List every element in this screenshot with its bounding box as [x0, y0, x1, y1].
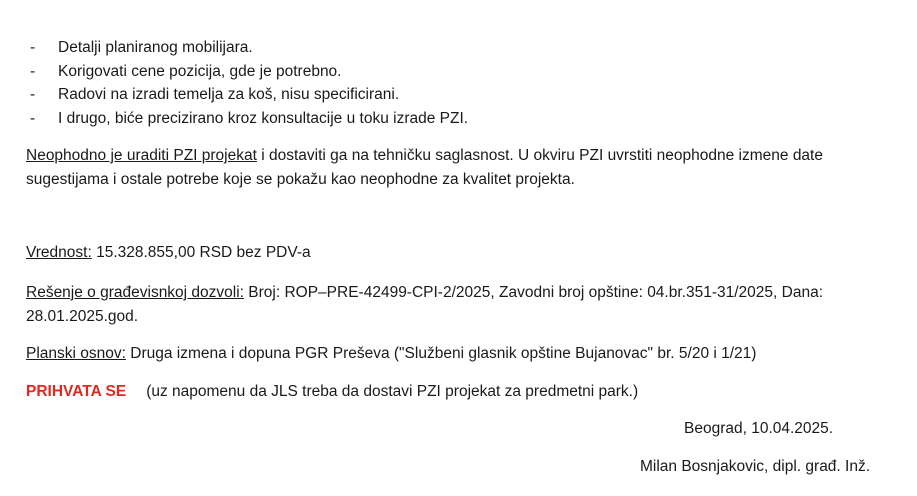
- list-item-text: Korigovati cene pozicija, gde je potrebno.: [58, 62, 342, 80]
- list-item-text: Detalji planiranog mobilijara.: [58, 39, 253, 56]
- list-item: [30, 60, 468, 84]
- list-item-text: I drugo, biće precizirano kroz konsultacije u toku izrade PZI.: [58, 110, 469, 128]
- bullet-marker: -: [30, 39, 36, 56]
- pzi-label: Neophodno je uraditi PZI projekat: [26, 147, 257, 164]
- signature: Milan Bosnjakovic, dipl. građ. Inž.: [640, 458, 871, 475]
- value-text: 15.328.855,00 RSD bez PDV-a: [91, 244, 311, 261]
- permit-text: Broj: ROP–PRE-42499-CPI-2/2025, Zavodni broj opštine: 04.br.351-31/2025, Dana: 28.01.2025.god.: [26, 284, 823, 325]
- list-item: [30, 83, 468, 107]
- place-date: Beograd, 10.04.2025.: [684, 420, 834, 437]
- decision-note: (uz napomenu da JLS treba da dostavi PZI projekat za predmetni park.): [146, 383, 639, 400]
- list-item: [30, 107, 468, 131]
- value-label: Vrednost:: [26, 244, 92, 261]
- bullet-marker: -: [30, 86, 36, 104]
- pzi-paragraph: [26, 144, 906, 192]
- pzi-text: i dostaviti ga na tehničku saglasnost. U okviru PZI uvrstiti neophodne izmene date sugestijama i ostale potrebe koje se pokažu kao neophodne za kvalitet projekta.: [26, 147, 823, 188]
- planning-basis-line: [26, 342, 906, 366]
- decision-label: PRIHVATA SE: [26, 383, 127, 400]
- planning-basis-text: Druga izmena i dopuna PGR Preševa ("Službeni glasnik opštine Bujanovac" br. 5/20 i 1/21): [125, 345, 757, 362]
- list-item-text: Radovi na izradi temelja za koš, nisu specificirani.: [58, 86, 400, 104]
- bullet-marker: -: [30, 62, 36, 80]
- planning-basis-label: Planski osnov:: [26, 345, 126, 362]
- list-item: [30, 36, 468, 60]
- permit-paragraph: [26, 281, 894, 329]
- bullet-marker: -: [30, 110, 36, 128]
- permit-label: Rešenje o građevisnkoj dozvoli:: [26, 284, 244, 301]
- decision-line: [26, 380, 906, 404]
- value-line: [26, 241, 906, 265]
- requirements-list: [30, 36, 468, 131]
